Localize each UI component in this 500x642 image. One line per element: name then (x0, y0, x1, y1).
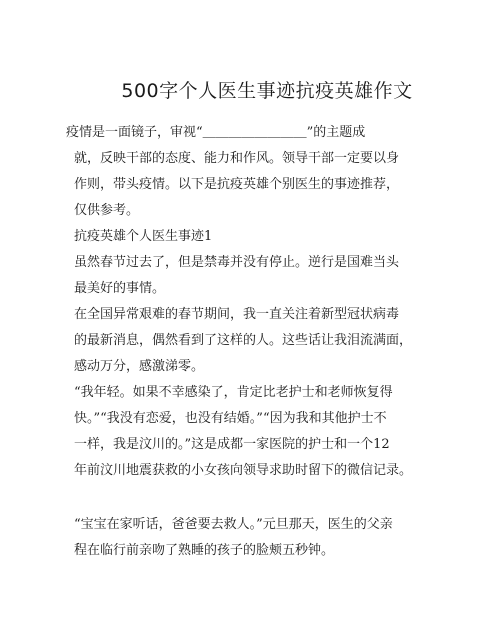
text-line: “宝宝在家听话，爸爸要去救人。”元旦那天，医生的父亲 (74, 517, 393, 532)
text-line: 的最新消息，偶然看到了这样的人。这些话让我泪流满面， (74, 333, 413, 348)
text-line: 程在临行前亲吻了熟睡的孩子的脸颊五秒钟。 (74, 543, 335, 558)
text-line: 作则，带头疫情。以下是抗疫英雄个别医生的事迹推荐， (74, 177, 400, 192)
text-line: 疫情是一面镜子，审视“＿＿＿＿＿＿＿＿”的主题成 (40, 125, 366, 140)
paragraph-gap (74, 484, 460, 512)
text-line: 快。”“我没有恋爱，也没有结婚。”“因为我和其他护士不 (74, 411, 387, 426)
text-line: 就，反映干部的态度、能力和作风。领导干部一定要以身 (74, 151, 400, 166)
text-line: 在全国异常艰难的春节期间，我一直关注着新型冠状病毒 (74, 307, 400, 322)
document-body (40, 120, 460, 564)
text-line: “我年轻。如果不幸感染了，肯定比老护士和老师恢复得 (74, 385, 393, 400)
text-line: 年前汶川地震获救的小女孩向领导求助时留下的微信记录。 (74, 463, 413, 478)
text-line: 仅供参考。 (74, 203, 140, 218)
document-page (0, 76, 500, 642)
text-line: 最美好的事情。 (74, 281, 166, 296)
document-title: 500字个人医生事迹抗疫英雄作文 (121, 80, 413, 102)
text-line: 虽然春节过去了，但是禁毒并没有停止。逆行是国难当头 (74, 255, 400, 270)
text-line: 感动万分，感激涕零。 (74, 359, 205, 374)
section-heading: 抗疫英雄个人医生事迹1 (74, 229, 213, 244)
text-line: 一样，我是汶川的。”这是成都一家医院的护士和一个12 (74, 437, 390, 452)
